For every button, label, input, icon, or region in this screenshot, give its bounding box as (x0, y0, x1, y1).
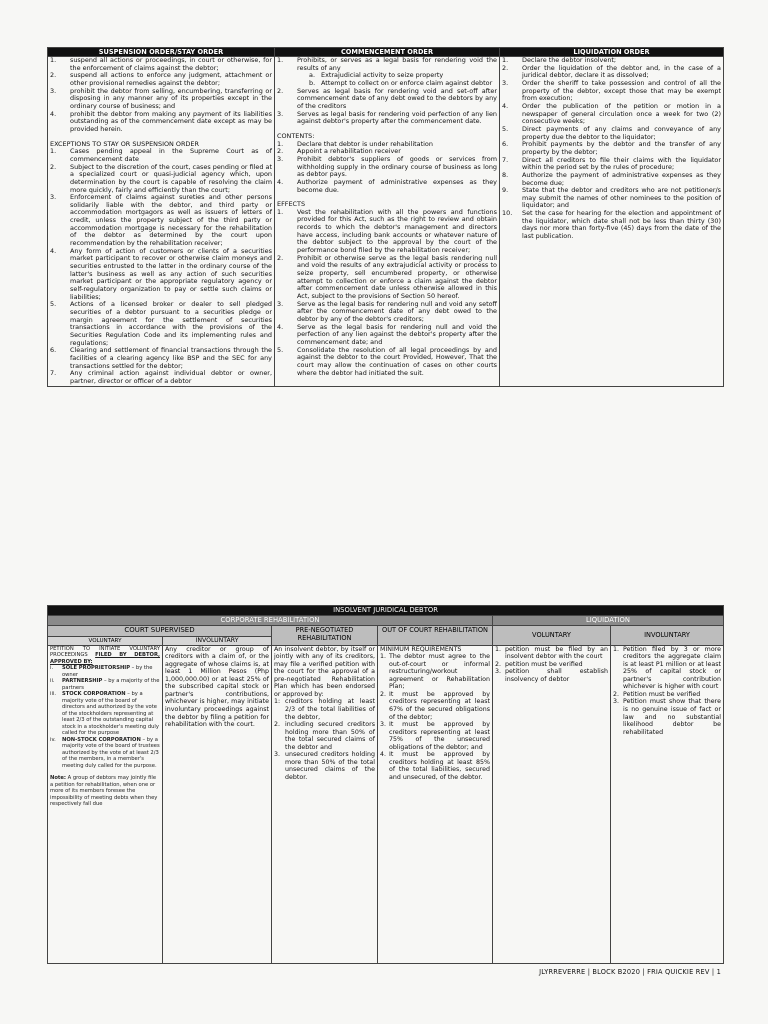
list-item: 4. prohibit the debtor from making any payment of its liabilities outstanding as of the commencement date except as may be provided herein. (50, 109, 272, 133)
list-item: 4. Order the publication of the petition or motion in a newspaper of general circulation once a week for two (2) consecutive weeks; (502, 101, 721, 126)
liquidation-order-header: LIQUIDATION ORDER (500, 48, 724, 57)
cs-voluntary-header: VOLUNTARY (48, 636, 163, 645)
commencement-order-header: COMMENCEMENT ORDER (275, 48, 500, 57)
list-item: 2. Appoint a rehabilitation receiver (277, 147, 401, 156)
list-item: 1: creditors holding at least 2/3 of the total liabilities of the debtor, (274, 698, 375, 721)
list-item: 1. Cases pending appeal in the Supreme Court as of commencement date (50, 147, 272, 163)
list-item: 3. unsecured creditors holding more than 50% of the total unsecured claims of the debtor. (274, 751, 375, 781)
suspension-list (50, 57, 272, 134)
list-item: 2. Prohibit or otherwise serve as the legal basis rendering null and void the results of any extrajudicial activity or process to seize property, sell encumbered property, or otherwise attempt to collection or enforce a claim against the debtor after commencement date unless otherwise allowed in this Act, subject to the provisions of Section 50 hereof. (277, 253, 497, 301)
minimum-requirements-title: MINIMUM REQUIREMENTS (380, 645, 462, 653)
list-item: 5. Direct payments of any claims and conveyance of any property due the debtor to the liquidator; (502, 124, 721, 141)
list-item: 1. petition must be filed by an insolvent debtor with the court (495, 645, 608, 661)
list-item: 1. The debtor must agree to the out-of-court or informal restructuring/workout agreement or Rehabilitation Plan; (380, 653, 490, 691)
out-of-court-cell (378, 645, 493, 963)
pre-negotiated-list (274, 698, 375, 781)
contents-title: CONTENTS: (277, 131, 315, 140)
list-item: 3. Serve as the legal basis for rendering null and void any setoff after the commencement date of any debt owed to the debtor by any of the debtor's creditors; (277, 299, 497, 323)
list-item: 3. Serves as legal basis for rendering void perfection of any lien against debtor's property after the commencement date. (277, 109, 497, 126)
list-item: 2. Petition must be verified (613, 690, 701, 698)
cs-voluntary-list (50, 665, 160, 769)
pre-negotiated-header: PRE-NEGOTIATED REHABILITATION (272, 626, 378, 646)
list-item: 4. It must be approved by creditors holding at least 85% of the total liabilities, secured and unsecured, of the debtor. (380, 751, 490, 781)
cs-voluntary-intro: PETITION TO INITIATE VOLUNTARY PROCEEDINGS FILED BY DEBTOR, APPROVED BY: (50, 645, 161, 665)
exceptions-list (50, 148, 272, 385)
liq-voluntary-cell (493, 645, 611, 963)
orders-table (47, 47, 724, 387)
commencement-list (277, 57, 497, 126)
list-item: 5. Consolidate the resolution of all legal proceedings by and against the debtor to the court Provided, However, That the court may allow the continuation of cases on other courts where the debtor had initiated the suit. (277, 345, 497, 377)
pre-negotiated-cell (272, 645, 378, 963)
list-item: 3. Petition must show that there is no genuine issue of fact or law and no substantial likelihood debtor be rehabilitated (613, 698, 721, 736)
exceptions-title: EXCEPTIONS TO STAY OR SUSPENSION ORDER (50, 139, 199, 148)
effects-list (277, 209, 497, 377)
pre-negotiated-intro: An insolvent debtor, by itself or jointly with any of its creditors, may file a verified petition with the court for the approval of a pre-negotiated Rehabilitation Plan which has been endorsed or approved by: (274, 645, 375, 698)
list-item: 1. Declare the debtor insolvent; (502, 56, 617, 64)
list-item: 3. petition shall establish insolvency of debtor (495, 668, 608, 683)
list-item: 10. Set the case for hearing for the election and appointment of the liquidator, which date shall not be less than thirty (30) days nor more than forty-five (45) days from the date of the last publication. (502, 209, 721, 241)
list-item: 2. Serves as legal basis for rendering void and set-off after commencement date of any debt owed to the debtors by any of the creditors (277, 86, 497, 110)
list-item: 9. State that the debtor and creditors who are not petitioner/s may submit the names of other nominees to the position of liquidator; and (502, 186, 721, 210)
table-title: INSOLVENT JURIDICAL DEBTOR (48, 606, 724, 616)
liquidation-list (502, 57, 721, 241)
list-item: 4. Authorize payment of administrative expenses as they become due. (277, 177, 497, 194)
list-item: 7. Direct all creditors to file their claims with the liquidator within the period set by the rules of procedure; (502, 155, 721, 172)
liq-voluntary-list (495, 646, 608, 684)
list-item: 3. Enforcement of claims against sureties and other persons solidarily liable with the debtor, and third party or accommodation mortgagors as well as issuers of letters of credit, unless the property subject of the third party or accommodation mortgage is necessary for the rehabilitation of the debtor as determined by the court upon recommendation by the rehabilitation receiver; (50, 193, 272, 248)
list-item: 4. Serve as the legal basis for rendering null and void the perfection of any lien against the debtor's property after the commencement date; and (277, 322, 497, 346)
list-item: 3. Order the sheriff to take possession and control of all the property of the debtor, except those that may be exempt from execution; (502, 78, 721, 103)
list-item: 1. Vest the rehabilitation with all the powers and functions provided for this Act, such as the right to review and obtain records to which the debtor's management and directors have access, including bank accounts or whatever nature of the debtor subject to the approval by the court of the performance bond filed by the rehabilitation receiver; (277, 207, 497, 255)
list-item: iv. NON-STOCK CORPORATION – by a majority vote of the board of trustees authorized by the vote of at least 2/3 of the members, in a member's meeting duly called for the purpose. (50, 736, 160, 769)
list-item: 2. suspend all actions to enforce any judgment, attachment or other provisional remedies against the debtor; (50, 71, 272, 87)
liquidation-order-cell (500, 57, 724, 387)
liq-involuntary-header: INVOLUNTARY (611, 626, 724, 646)
liq-involuntary-cell (611, 645, 724, 963)
list-item: 6. Prohibit payments by the debtor and the transfer of any property by the debtor; (502, 140, 721, 156)
suspension-order-cell (48, 57, 275, 387)
list-item: 1. Petition filed by 3 or more creditors the aggregate claim is at least P1 million or at least 25% of capital stock or partner's contribution whichever is higher with court (613, 645, 721, 691)
contents-list (277, 141, 497, 195)
list-item: b. Attempt to collect on or enforce claim against debtor (309, 78, 493, 87)
list-item: 8. Authorize the payment of administrative expenses as they become due; (502, 170, 721, 187)
list-item: 4. Any form of action of customers or clients of a securities market participant to recover or otherwise claim moneys and securities entrusted to the latter in the ordinary course of the latter's business as well as any action of such securities market participant or the appropriate regulatory agency or self-regulatory organization to pay or settle such claims or liabilities; (50, 246, 272, 301)
list-item: 2. petition must be verified (495, 660, 583, 668)
list-item: ii. PARTNERSHIP – by a majority of the partners (50, 678, 160, 691)
list-item: 1. suspend all actions or proceedings, in court or otherwise, for the enforcement of claims against the debtor; (50, 56, 272, 72)
list-item: 6. Clearing and settlement of financial transactions through the facilities of a clearing agency like BSP and the SEC for any transactions settled for the debtor; (50, 346, 272, 370)
out-of-court-list (380, 653, 490, 781)
list-item: iii. STOCK CORPORATION – by a majority vote of the board of directors and authorized by the vote of the stockholders representing at least 2/3 of the outstanding capital stock in a stockholder's meeting duly called for the purpose (50, 691, 159, 737)
list-item: 7. Any criminal action against individual debtor or owner, partner, director or officer of a debtor (50, 369, 272, 385)
list-item: 1. Prohibits, or serves as a legal basis for rendering void the results of any a. Extrajudicial activity to seize property b. Attempt to collect on or enforce claim against debtor (277, 56, 497, 87)
list-item: 3. It must be approved by creditors representing at least 75% of the unsecured obligations of the debtor; and (380, 721, 490, 751)
cs-voluntary-note: Note: A group of debtors may jointly file a petition for rehabilitation, when one or more of its members foresee the impossibility of meeting debts when they respectively fall due (50, 775, 158, 808)
out-of-court-header: OUT OF COURT REHABILITATION (378, 626, 493, 646)
liq-involuntary-list (613, 646, 721, 737)
page-footer: JLYRREVERRE | BLOCK B2020 | FRIA QUICKIE REV | 1 (539, 968, 721, 976)
list-item: 3. prohibit the debtor from selling, encumbering, transferring or disposing in any manner any of its properties except in the ordinary course of business; and (50, 86, 272, 110)
list-item: 1. Declare that debtor is under rehabilitation (277, 139, 433, 148)
list-item: 2. Subject to the discretion of the court, cases pending or filed at a specialized court or quasi-judicial agency which, upon determination by the court is capable of resolving the claim more quickly, fairly and efficiently than the court; (50, 162, 272, 194)
list-item: 5. Actions of a licensed broker or dealer to sell pledged securities of a debtor pursuant to a securities pledge or margin agreement for the settlement of securities transactions in accordance with the provisions of the Securities Regulation Code and its implementing rules and regulations; (50, 300, 272, 347)
cs-voluntary-cell (48, 645, 163, 963)
commencement-order-cell (275, 57, 500, 387)
list-item: 3. Prohibit debtor's suppliers of goods or services from withholding supply in the ordinary course of business as long as debtor pays. (277, 154, 497, 179)
list-item: a. Extrajudicial activity to seize property (309, 71, 444, 80)
list-item: 2. It must be approved by creditors representing at least 67% of the secured obligations of the debtor; (380, 690, 490, 721)
liq-voluntary-header: VOLUNTARY (493, 626, 611, 646)
liquidation-header: LIQUIDATION (493, 616, 724, 626)
corporate-rehabilitation-header: CORPORATE REHABILITATION (48, 616, 493, 626)
list-item: 2. Order the liquidation of the debtor and, in the case of a juridical debtor, declare it as dissolved; (502, 63, 721, 80)
court-supervised-header: COURT SUPERVISED (48, 626, 272, 637)
effects-title: EFFECTS (277, 200, 306, 209)
list-item: i. SOLE PROPRIETORSHIP – by the owner (50, 665, 153, 678)
insolvent-juridical-debtor-table (47, 605, 724, 964)
suspension-order-header: SUSPENSION ORDER/STAY ORDER (48, 48, 275, 57)
commencement-sublist (297, 72, 497, 87)
cs-involuntary-cell: Any creditor or group of creditors with a claim of, or the aggregate of whose claims is, at least 1 Million Pesos (Php 1,000,000.00) or at least 25% of the subscribed capital stock or partner's contributions, whichever is higher, may initiate involuntary proceedings against the debtor by filing a petition for rehabilitation with the court. (163, 645, 272, 963)
cs-involuntary-header: INVOLUNTARY (163, 636, 272, 645)
list-item: 2. including secured creditors holding more than 50% of the total secured claims of the debtor and (274, 721, 375, 751)
